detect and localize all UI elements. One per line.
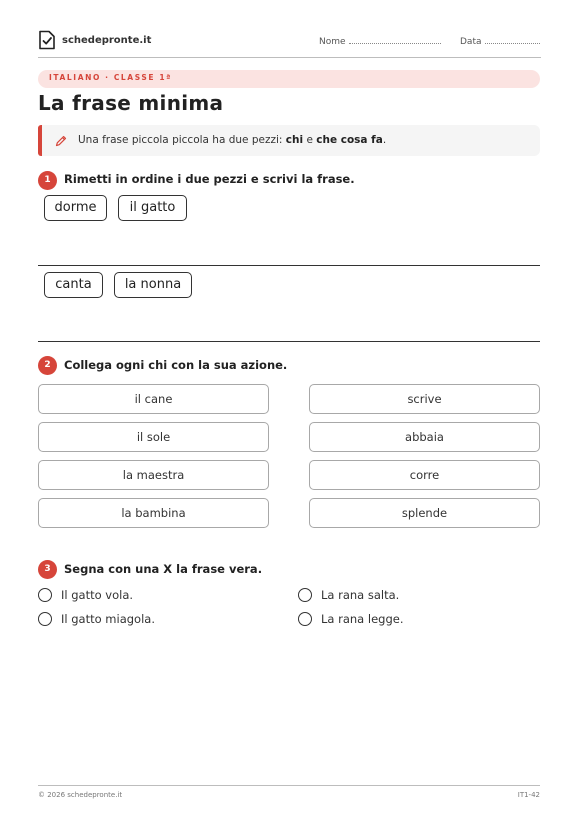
hint-box [38,125,540,156]
radio-circle[interactable] [38,612,52,626]
match-subject-box[interactable]: la maestra [38,460,269,490]
name-label: Nome [319,37,346,47]
radio-circle[interactable] [298,612,312,626]
match-action-box[interactable]: splende [309,498,540,528]
pencil-icon [55,135,67,147]
hint-chi: chi [285,134,304,146]
option-item[interactable] [38,612,155,626]
page-title: La frase minima [38,91,224,115]
word-tile[interactable]: dorme [44,195,107,221]
match-action-box[interactable]: corre [309,460,540,490]
exercise-1-instruction: Rimetti in ordine i due pezzi e scrivi la frase. [64,172,355,186]
subject-tag: ITALIANO · CLASSE 1ª [49,73,172,82]
subject-banner [38,70,540,88]
name-field[interactable] [319,35,441,47]
exercise-3-instruction: Segna con una X la frase vera. [64,562,263,576]
option-label: Il gatto vola. [61,588,134,602]
exercise-2-number: 2 [38,356,57,375]
match-subject-box[interactable]: il sole [38,422,269,452]
answer-line-1[interactable] [38,265,540,266]
word-tile[interactable]: canta [44,272,103,298]
brand-name: schedepronte.it [62,34,152,46]
date-field[interactable] [460,35,540,47]
answer-line-2[interactable] [38,341,540,342]
page-header [38,29,541,58]
brand [38,30,151,50]
exercise-3-number: 3 [38,560,57,579]
hint-text: Una frase piccola piccola ha due pezzi: chi e che cosa fa. [78,134,387,146]
date-label: Data [460,37,482,47]
footer-code: IT1-42 [517,791,540,799]
hint-che-cosa-fa: che cosa fa [316,134,383,146]
match-action-box[interactable]: abbaia [309,422,540,452]
match-subject-box[interactable]: la bambina [38,498,269,528]
option-item[interactable] [298,612,403,626]
name-line [349,35,441,44]
option-label: La rana legge. [321,612,404,626]
exercise-2-instruction: Collega ogni chi con la sua azione. [64,358,288,372]
exercise-1-number: 1 [38,171,57,190]
footer-copyright: © 2026 schedepronte.it [38,791,123,799]
radio-circle[interactable] [298,588,312,602]
page-footer [38,785,540,799]
match-subject-box[interactable]: il cane [38,384,269,414]
radio-circle[interactable] [38,588,52,602]
document-check-icon [38,30,56,50]
option-label: La rana salta. [321,588,400,602]
date-line [485,35,540,44]
match-action-box[interactable]: scrive [309,384,540,414]
word-tile[interactable]: il gatto [118,195,187,221]
option-item[interactable] [38,588,133,602]
option-item[interactable] [298,588,399,602]
word-tile[interactable]: la nonna [114,272,192,298]
option-label: Il gatto miagola. [61,612,155,626]
